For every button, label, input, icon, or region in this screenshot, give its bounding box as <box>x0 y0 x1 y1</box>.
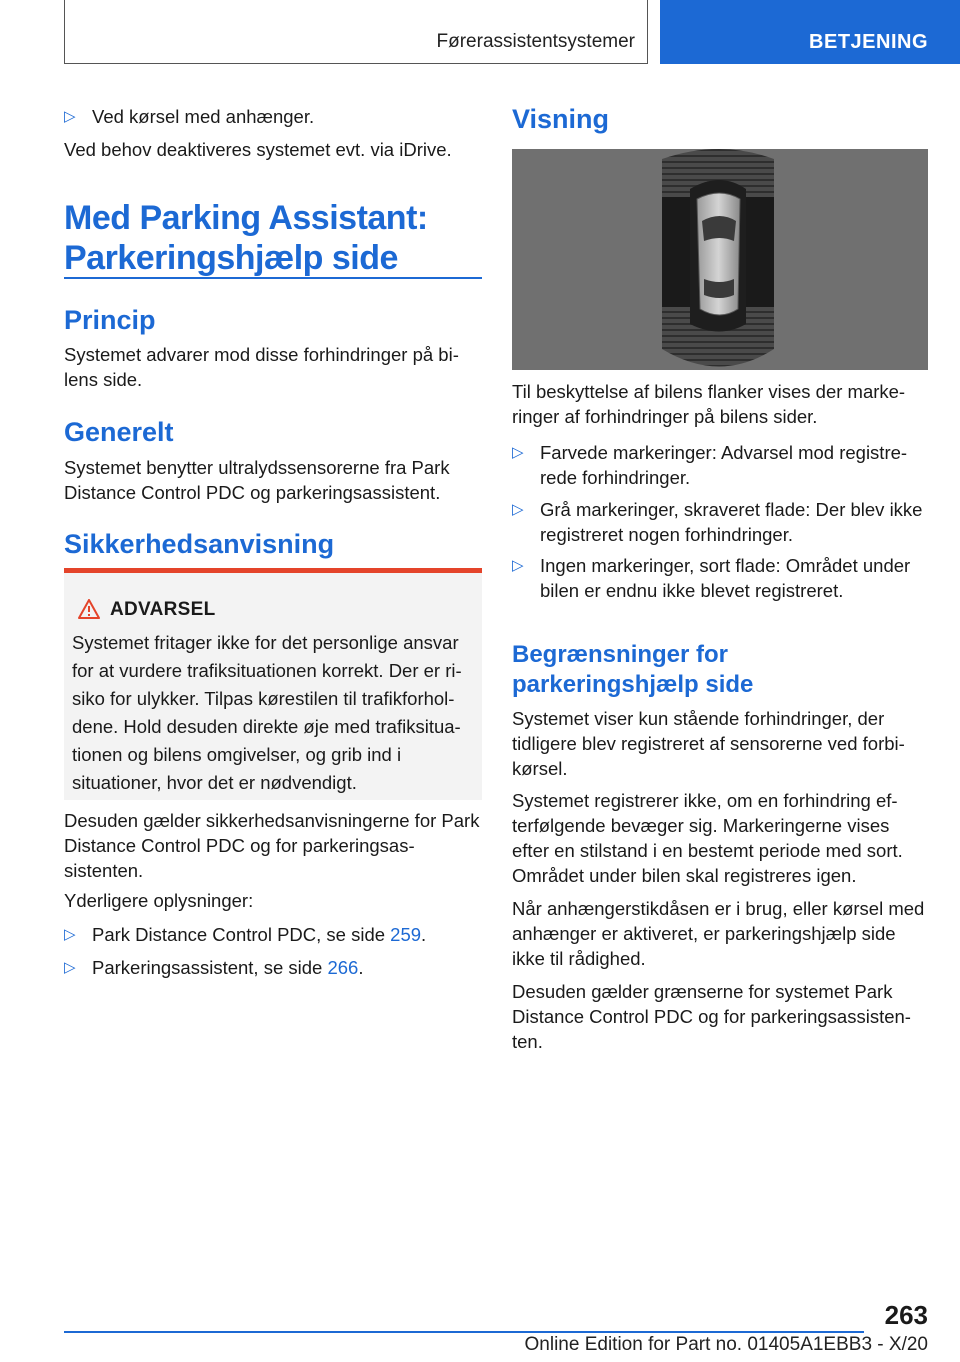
page-number: 263 <box>884 1300 928 1330</box>
header-section-box <box>64 0 648 64</box>
paragraph: Systemet advarer mod disse forhindringer på bi-lens side. <box>64 344 459 390</box>
warning-box <box>64 568 482 800</box>
warning-text: Systemet fritager ikke for det personlige ansvar for at vurdere trafiksituationen korrekt. Der er ri-siko for ulykker. Tilpas kørestilen til trafikforhol-dene. Hold desuden direkte øje med trafiksitua-tionen og bilens omgivelser, og grib ind i situationer, hvor det er nødvendigt. <box>72 632 462 793</box>
heading-sikkerhed: Sikkerhedsanvisning <box>64 529 335 559</box>
list-item: ▷ Farvede markeringer: Advarsel mod registre-rede forhindringer. <box>512 442 908 488</box>
paragraph: Systemet registrerer ikke, om en forhindring ef-terfølgende bevæger sig. Markeringerne vises efter en stilstand i en bestemt periode med sort. Området under bilen skal registreres igen. <box>512 790 903 886</box>
footer-edition: Online Edition for Part no. 01405A1EBB3 - X/20 <box>524 1334 928 1355</box>
heading-begraensninger: Begrænsninger for parkeringshjælp side <box>512 641 754 698</box>
list-item: ▷ Grå markeringer, skraveret flade: Der blev ikke registreret nogen forhindringer. <box>512 499 923 545</box>
title-divider <box>64 277 482 279</box>
footer-divider <box>64 1331 864 1333</box>
warning-triangle-icon <box>78 599 100 624</box>
header-section-title: Førerassistentsystemer <box>436 31 635 52</box>
heading-princip: Princip <box>64 305 156 335</box>
page-link[interactable]: 259 <box>390 924 422 945</box>
paragraph: Ved behov deaktiveres systemet evt. via iDrive. <box>64 139 452 160</box>
header-chapter-tab <box>660 0 960 64</box>
triangle-right-icon: ▷ <box>64 926 76 943</box>
heading-visning: Visning <box>512 104 610 134</box>
paragraph: Yderligere oplysninger: <box>64 890 254 911</box>
page-title: Med Parking Assistant: Parkeringshjælp side <box>64 199 428 277</box>
paragraph: Desuden gælder sikkerhedsanvisningerne for Park Distance Control PDC og for parkeringsas-sistenten. <box>64 810 480 881</box>
paragraph: Systemet benytter ultralydssensorerne fra Park Distance Control PDC og parkeringsassistent. <box>64 457 450 503</box>
triangle-right-icon: ▷ <box>512 557 524 574</box>
list-item: ▷ Parkeringsassistent, se side 266. <box>64 957 364 978</box>
parking-view-image <box>512 149 928 370</box>
triangle-right-icon: ▷ <box>512 444 524 461</box>
list-item: ▷ Ingen markeringer, sort flade: Området under bilen er endnu ikke blevet registreret. <box>512 555 911 601</box>
list-item: ▷ Park Distance Control PDC, se side 259. <box>64 924 427 945</box>
triangle-right-icon: ▷ <box>512 501 524 518</box>
triangle-right-icon: ▷ <box>64 108 76 125</box>
image-caption: Til beskyttelse af bilens flanker vises der marke-ringer af forhindringer på bilens sider. <box>512 381 906 427</box>
warning-title: ADVARSEL <box>110 599 216 620</box>
page-link[interactable]: 266 <box>327 957 359 978</box>
list-item: ▷ Ved kørsel med anhænger. <box>64 106 315 127</box>
header-chapter-title: BETJENING <box>809 31 928 53</box>
paragraph: Når anhængerstikdåsen er i brug, eller kørsel med anhænger er aktiveret, er parkeringshjælp side ikke til rådighed. <box>512 898 925 969</box>
paragraph: Systemet viser kun stående forhindringer, der tidligere blev registreret af sensorerne ved forbi-kørsel. <box>512 708 905 779</box>
triangle-right-icon: ▷ <box>64 959 76 976</box>
paragraph: Desuden gælder grænserne for systemet Park Distance Control PDC og for parkeringsassisten-ten. <box>512 981 911 1052</box>
heading-generelt: Generelt <box>64 417 174 447</box>
